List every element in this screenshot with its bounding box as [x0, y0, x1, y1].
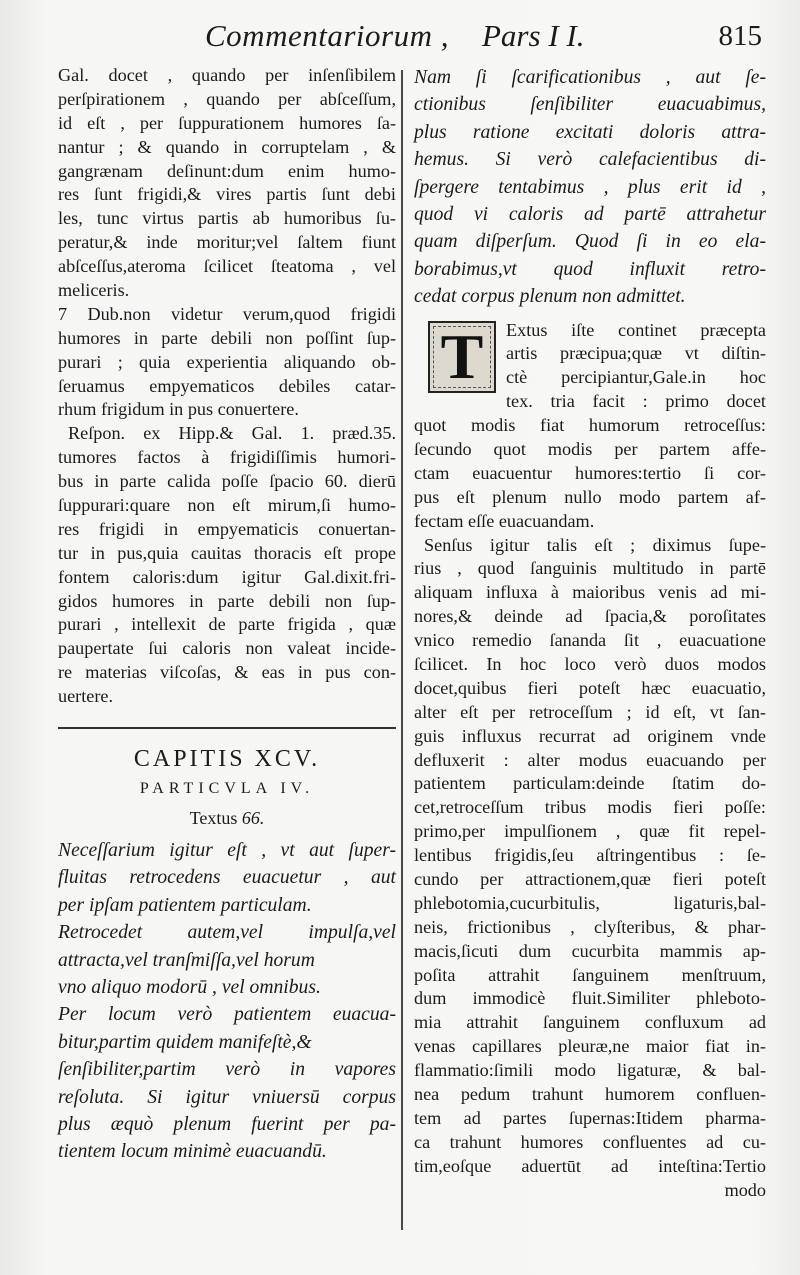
- text-line: ſcilicet. In hoc loco verò duos modos: [414, 653, 766, 674]
- text-line: cedat corpus plenum non admittet.: [414, 286, 686, 308]
- text-line: gidos humores in parte debili non ſup-: [58, 590, 396, 611]
- text-line: Neceſſarium igitur eſt , vt aut ſuper-: [58, 840, 396, 862]
- text-line: aliquam influxa à maioribus venis ad mi-: [414, 582, 766, 603]
- text-line: uertere.: [58, 686, 114, 707]
- text-line: Gal. docet , quando per inſenſibilem: [58, 65, 396, 85]
- text-line: 7 Dub.non videtur verum,quod frigidi: [58, 303, 396, 324]
- text-line: macis,ſicuti dum cucurbita mammis ap-: [414, 940, 766, 961]
- text-line: tex. tria facit : primo docet: [506, 391, 766, 412]
- text-line: dum immodicè fluit.Similiter phleboto-: [414, 988, 766, 1009]
- text-line: mia attrahit ſanguinem confluxum ad: [414, 1012, 766, 1033]
- text-line: purari ; quia experientia aliquando ob-: [58, 351, 396, 372]
- text-line: ſeruamus empyematicos debiles catar-: [58, 375, 396, 396]
- running-header: [0, 14, 800, 58]
- text-line: Reſpon. ex Hipp.& Gal. 1. præd.35.: [68, 423, 396, 444]
- commentary-paragraph: [58, 64, 396, 303]
- text-line: abſceſſus,ateroma ſcilicet ſteatoma , vel: [58, 256, 396, 277]
- text-line: rius , quod ſanguinis multitudo in partē: [414, 558, 766, 579]
- text-line: Per locum verò patientem euacua-: [58, 1004, 396, 1026]
- right-column: [414, 64, 766, 1202]
- text-line: patientem particulam:deinde ſtatim do-: [414, 773, 766, 794]
- text-line: vno aliquo modorū , vel omnibus.: [58, 977, 321, 998]
- text-line: lentibus frigidis,ſeu aſtringentibus : ſe-: [414, 845, 766, 866]
- text-line: phlebotomia,cucurbitulis, ligaturis,bal-: [414, 892, 766, 913]
- text-line: ctionibus ſenſibiliter euacuabimus,: [414, 94, 766, 116]
- text-line: cet,retroceſſum tribus modis fieri poſſe:: [414, 797, 766, 818]
- header-title: Commentariorum ,: [205, 18, 449, 53]
- text-line: meliceris.: [58, 280, 130, 301]
- text-line: nantur ; & quando in corruptelam , &: [58, 136, 396, 157]
- text-line: venas capillares pleuræ,ne maior fiat in-: [414, 1036, 766, 1057]
- text-line: humores in parte debili non poſſint ſup-: [58, 327, 396, 348]
- catchword: modo: [724, 1179, 766, 1200]
- text-line: tumores factos à frigidiſſimis humori-: [58, 447, 396, 468]
- column-divider: [401, 70, 403, 1230]
- text-number: 66.: [241, 808, 265, 829]
- text-line: quam diſperſum. Quod ſi in eo ela-: [414, 231, 766, 253]
- text-line: tim,eoſque aduertūt ad inteſtina:Tertio: [414, 1155, 766, 1176]
- text-line: Senſus igitur talis eſt ; diximus ſupe-: [424, 534, 766, 555]
- text-line: per ipſam patientem particulam.: [58, 894, 312, 916]
- ornamental-initial-icon: [428, 321, 496, 393]
- galen-text-italic: [58, 837, 396, 1166]
- initial-ornament-frame: [433, 320, 491, 392]
- text-line: tientem locum minimè euacuandū.: [58, 1141, 327, 1163]
- text-line: defluxerit : alter modus euacuando per: [414, 749, 766, 770]
- text-line: alter eſt per retroceſſum ; id eſt, vt ſan-: [414, 701, 766, 722]
- text-line: gangrænam deſinunt:dum enim humo-: [58, 160, 396, 181]
- text-line: docet,quibus fieri poteſt hæc euacuatio,: [414, 677, 766, 698]
- responsio-paragraph: [58, 422, 396, 709]
- drop-cap-letter: T: [440, 320, 484, 392]
- text-line: peratur,& inde moritur;vel ſaltem fiunt: [58, 232, 396, 253]
- section-separator: [58, 727, 396, 729]
- page-number: 815: [718, 20, 762, 52]
- commentary-body: [414, 414, 766, 1202]
- text-line: cundo per attractionem,quæ fieri poteſt: [414, 869, 766, 889]
- text-line: tur in pus,quia cauitas thoracis eſt prope: [58, 542, 396, 563]
- galen-text-continued: [414, 64, 766, 311]
- text-line: vnico remedio ſananda ſit , euacuatione: [414, 630, 766, 651]
- text-line: ſenſibiliter,partim verò in vapores: [58, 1059, 396, 1081]
- text-line: plus ratione excitati doloris attra-: [414, 121, 766, 143]
- text-line: nea pedum trahunt humorem confluen-: [414, 1084, 766, 1105]
- text-line: re materias viſcoſas, & eas in pus con-: [58, 662, 396, 683]
- text-line: purari , intellexit de parte frigida , quæ: [58, 614, 396, 635]
- left-column: [58, 64, 396, 1166]
- text-line: perſpirationem , quando per abſceſſum,: [58, 88, 396, 109]
- text-line: neis, frictionibus , clyſteribus, & phar-: [414, 916, 766, 937]
- text-line: flammatio:ſimili modo ligaturæ, & bal-: [414, 1060, 766, 1081]
- text-line: ctè percipiantur,Gale.in hoc: [506, 367, 766, 388]
- text-line: hemus. Si verò calefacientibus di-: [414, 149, 766, 171]
- text-line: fectam eſſe euacuandam.: [414, 510, 595, 531]
- text-line: fontem caloris:dum igitur Gal.dixit.fri-: [58, 566, 396, 587]
- header-part: Pars I I.: [482, 18, 585, 53]
- text-label: Textus: [189, 808, 238, 829]
- text-line: tem ad partes ſupernas:Itidem pharma-: [414, 1107, 766, 1128]
- text-line: quot modis fiat humorum retroceſſus:: [414, 415, 766, 436]
- text-line: primo,per impulſionem , quæ fit repel-: [414, 821, 766, 842]
- text-line: Extus iſte continet præcepta: [506, 319, 766, 340]
- dubium-paragraph: [58, 303, 396, 422]
- text-line: rhum frigidum in pus conuertere.: [58, 399, 299, 420]
- text-line: res ſunt frigidi,& vires partis ſunt debi: [58, 184, 396, 205]
- text-line: pus eſt plenum nullo modo partem af-: [414, 486, 766, 507]
- text-line: ca trahunt humores confluentes ad cu-: [414, 1131, 766, 1152]
- text-line: plus æquò plenum fuerint per pa-: [58, 1113, 396, 1135]
- text-line: fluitas retrocedens euacuetur , aut: [58, 867, 396, 889]
- text-line: les, tunc virtus partis ab humoribus ſu-: [58, 208, 396, 229]
- chapter-subtitle: PARTICVLA IV.: [139, 780, 315, 798]
- text-line: quod vi caloris ad partē attrahetur: [414, 203, 766, 225]
- text-line: bitur,partim quidem manifeſtè,&: [58, 1031, 312, 1053]
- text-line: ſpergere tentabimus , plus erit id ,: [414, 176, 766, 198]
- commentary-opening: [414, 319, 766, 415]
- text-line: borabimus,vt quod influxit retro-: [414, 258, 766, 280]
- chapter-title: CAPITIS XCV.: [133, 746, 321, 773]
- text-heading: [58, 803, 396, 833]
- text-line: bus in parte calida poſſe ſpacio 60. dierū: [58, 471, 396, 492]
- text-line: guis influxus recurrat ad originem vnde: [414, 725, 766, 746]
- text-line: reſoluta. Si igitur vniuersū corpus: [58, 1086, 396, 1108]
- text-line: attracta,vel tranſmiſſa,vel horum: [58, 949, 315, 971]
- text-line: Nam ſi ſcarificationibus , aut ſe-: [414, 67, 766, 88]
- text-line: paupertate ſui caloris non valeat incide-: [58, 638, 396, 659]
- text-line: res frigidi in empyematicis conuertan-: [58, 518, 396, 539]
- text-line: id eſt , per ſuppurationem humores ſa-: [58, 112, 396, 133]
- text-line: nores,& deinde ad ſpacia,& poroſitates: [414, 606, 766, 627]
- text-line: artis præcipua;quæ vt diſtin-: [506, 343, 766, 364]
- text-line: Retrocedet autem,vel impulſa,vel: [58, 922, 396, 944]
- text-line: ctam euacuentur humores:tertio ſi cor-: [414, 462, 766, 483]
- text-line: poſita attrahit ſanguinem menſtruum,: [414, 964, 766, 985]
- text-line: ſecundo quot modis per partem affe-: [414, 438, 766, 459]
- text-line: ſuppurari:quare non eſt mirum,ſi humo-: [58, 495, 396, 516]
